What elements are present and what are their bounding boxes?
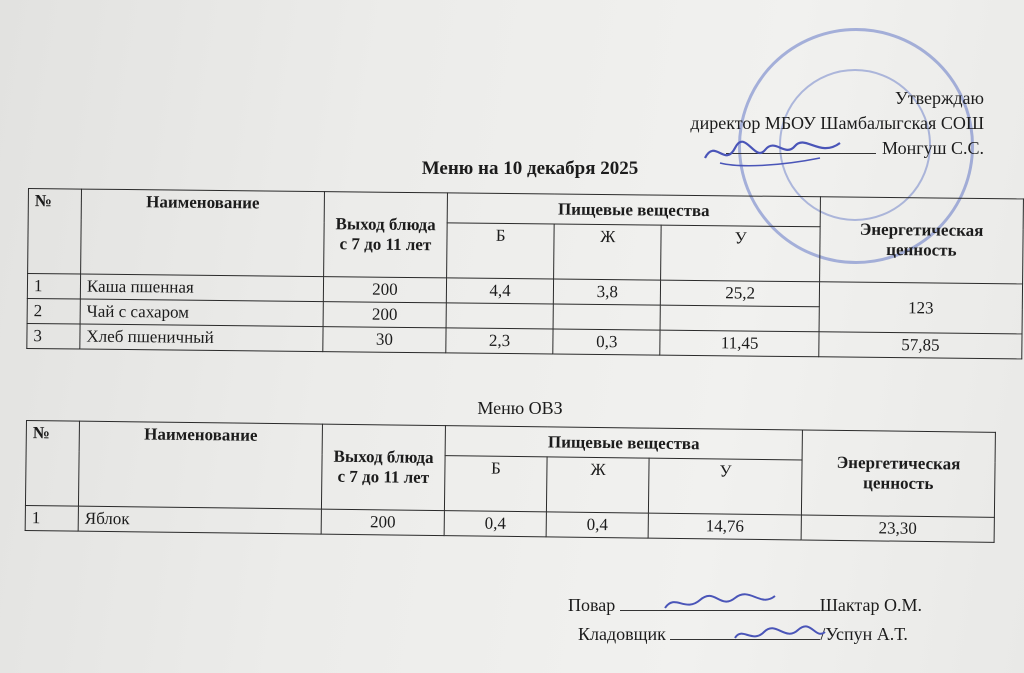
col-num: № — [28, 189, 82, 275]
cook-label: Повар — [568, 595, 616, 615]
col-nutrients: Пищевые вещества — [447, 193, 820, 227]
approval-heading: Утверждаю — [894, 88, 984, 108]
row-u: 14,76 — [648, 513, 801, 540]
row-energy-merged: 123 — [819, 282, 1023, 334]
col-zh: Ж — [546, 457, 649, 513]
approval-position: директор МБОУ Шамбалыгская СОШ — [690, 113, 984, 133]
main-menu-table — [26, 188, 1024, 359]
row-u: 25,2 — [661, 280, 820, 307]
row-zh: 3,8 — [554, 279, 661, 305]
row-b: 0,4 — [444, 511, 546, 537]
row-b: 2,3 — [446, 328, 553, 354]
row-num: 2 — [27, 298, 80, 324]
director-name: Монгуш С.С. — [882, 138, 984, 158]
row-zh: 0,3 — [553, 329, 660, 355]
col-energy: Энергетическая ценность — [801, 430, 995, 517]
director-signature-blank — [726, 137, 876, 154]
ovz-title: Меню ОВЗ — [477, 398, 563, 418]
cook-name: Шактар О.М. — [819, 595, 922, 615]
row-num: 3 — [27, 323, 80, 349]
col-output: Выход блюда с 7 до 11 лет — [324, 192, 448, 278]
menu-title: Меню на 10 декабря 2025 — [421, 158, 639, 179]
cook-line — [568, 594, 922, 616]
cook-signature-blank — [620, 594, 820, 611]
storekeeper-name: /Успун А.Т. — [820, 624, 908, 644]
row-output: 200 — [323, 302, 446, 328]
col-zh: Ж — [554, 224, 662, 280]
row-b — [446, 303, 553, 329]
col-u: У — [649, 458, 803, 515]
ovz-menu-table — [25, 420, 996, 543]
storekeeper-signature-blank — [670, 623, 820, 640]
col-num: № — [25, 421, 79, 507]
approval-block — [690, 86, 984, 161]
storekeeper-line — [578, 623, 908, 645]
row-output: 200 — [321, 509, 444, 536]
row-zh: 0,4 — [546, 512, 648, 538]
row-name: Каша пшенная — [80, 274, 323, 302]
col-output: Выход блюда с 7 до 11 лет — [321, 424, 445, 510]
col-nutrients: Пищевые вещества — [445, 426, 802, 460]
row-u: 11,45 — [660, 330, 819, 357]
row-name: Хлеб пшеничный — [80, 324, 323, 352]
row-output: 200 — [323, 277, 446, 303]
row-num: 1 — [27, 274, 80, 300]
row-energy: 23,30 — [801, 515, 994, 542]
row-name: Яблок — [78, 506, 321, 534]
row-output: 30 — [323, 327, 446, 353]
col-b: Б — [447, 223, 555, 279]
row-u — [660, 305, 819, 332]
col-energy: Энергетическая ценность — [820, 197, 1024, 284]
row-b: 4,4 — [446, 278, 553, 304]
row-name: Чай с сахаром — [80, 299, 323, 327]
storekeeper-label: Кладовщик — [578, 624, 666, 644]
col-u: У — [661, 225, 820, 282]
col-name: Наименование — [81, 189, 325, 277]
row-num: 1 — [25, 505, 78, 531]
row-energy: 57,85 — [819, 332, 1022, 359]
col-b: Б — [444, 456, 547, 512]
row-zh — [553, 304, 660, 330]
col-name: Наименование — [78, 421, 322, 509]
